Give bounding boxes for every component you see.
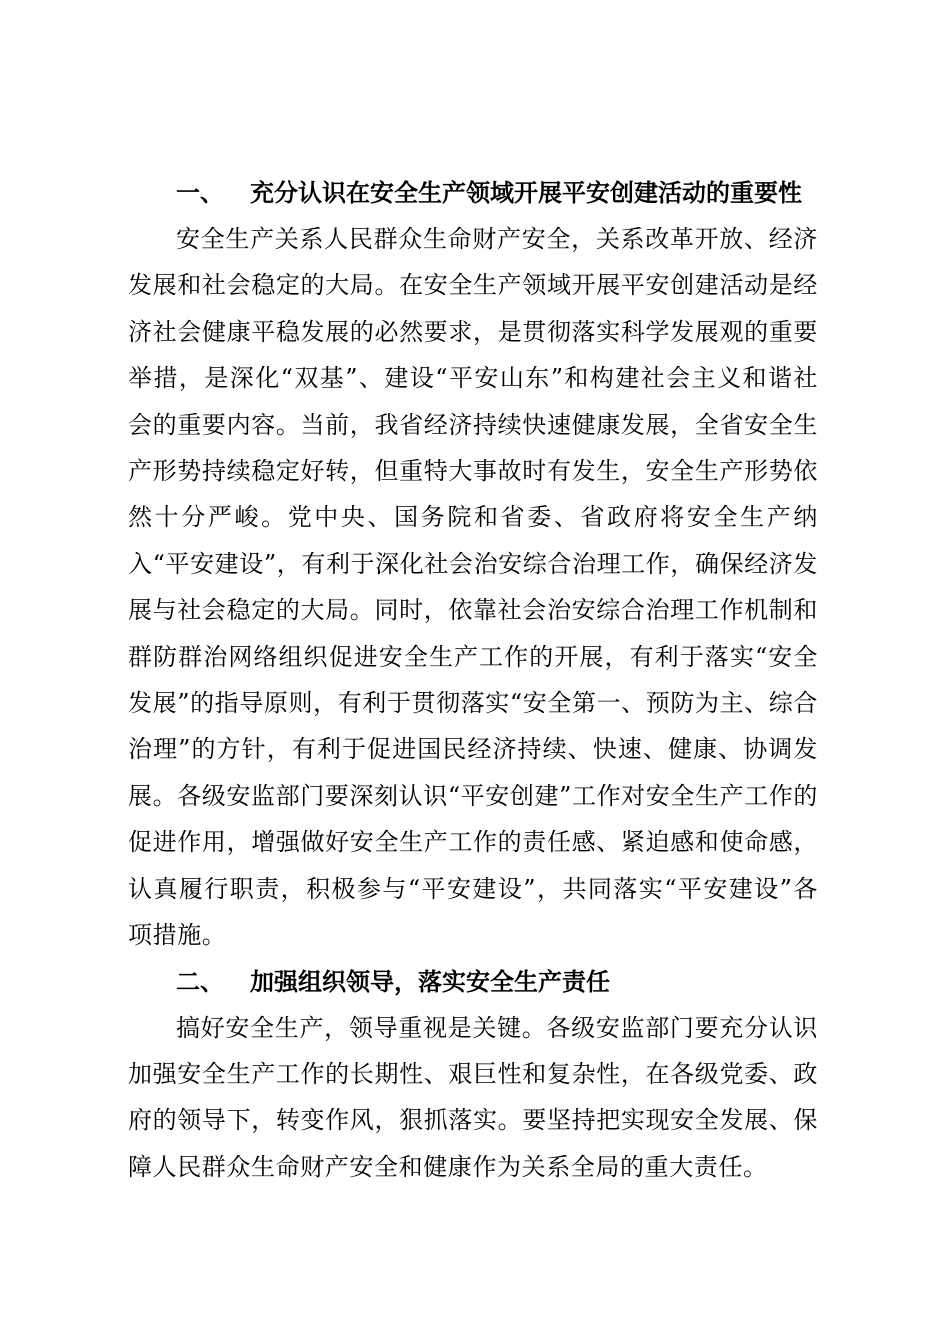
section-number-2: 二、 bbox=[176, 967, 224, 996]
section-heading-1 bbox=[128, 170, 818, 216]
section-heading-2 bbox=[128, 959, 818, 1005]
section-title-1: 充分认识在安全生产领域开展平安创建活动的重要性 bbox=[250, 179, 802, 207]
section-paragraph-1: 安全生产关系人民群众生命财产安全，关系改革开放、经济发展和社会稳定的大局。在安全生产领域开展平安创建活动是经济社会健康平稳发展的必然要求，是贯彻落实科学发展观的重要举措，是深化“双基”、建设“平安山东”和构建社会主义和谐社会的重要内容。当前，我省经济持续快速健康发展，全省安全生产形势持续稳定好转，但重特大事故时有发生，安全生产形势依然十分严峻。党中央、国务院和省委、省政府将安全生产纳入“平安建设”，有利于深化社会治安综合治理工作，确保经济发展与社会稳定的大局。同时，依靠社会治安综合治理工作机制和群防群治网络组织促进安全生产工作的开展，有利于落实“安全发展”的指导原则，有利于贯彻落实“安全第一、预防为主、综合治理”的方针，有利于促进国民经济持续、快速、健康、协调发展。各级安监部门要深刻认识“平安创建”工作对安全生产工作的促进作用，增强做好安全生产工作的责任感、紧迫感和使命感，认真履行职责，积极参与“平安建设”，共同落实“平安建设”各项措施。 bbox=[128, 225, 818, 950]
section-title-2: 加强组织领导，落实安全生产责任 bbox=[250, 967, 610, 996]
section-paragraph-2: 搞好安全生产，领导重视是关键。各级安监部门要充分认识加强安全生产工作的长期性、艰巨性和复杂性，在各级党委、政府的领导下，转变作风，狠抓落实。要坚持把实现安全发展、保障人民群众生命财产安全和健康作为关系全局的重大责任。 bbox=[128, 1013, 818, 1181]
section-number-1: 一、 bbox=[176, 179, 224, 207]
document-body bbox=[128, 170, 818, 1190]
